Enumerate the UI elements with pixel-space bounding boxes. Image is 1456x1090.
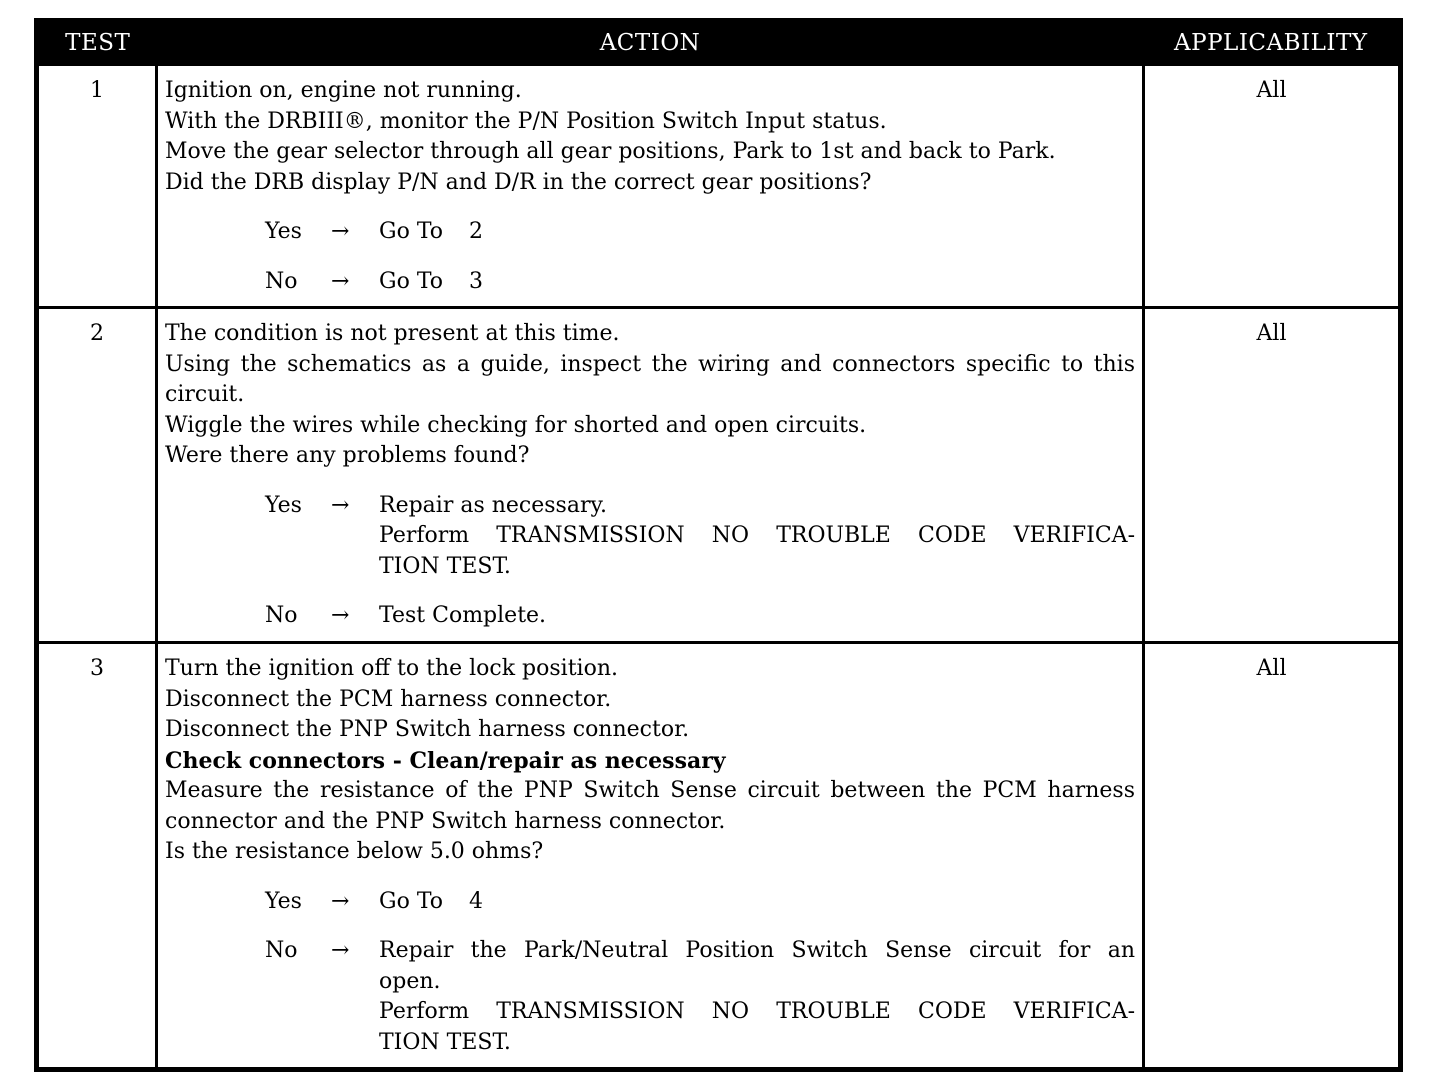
result-outcome [379,491,1135,583]
yes-label: Yes [265,219,302,244]
result-line: open. [379,968,441,994]
action-step: Measure the resistance of the PNP Switch Sense circuit between the PCM harness [165,778,1135,803]
test-number: 1 [37,65,157,308]
result-line: Repair as necessary. [379,492,607,518]
applicability-value: All [1144,643,1401,1070]
action-step: Were there any problems found? [165,443,530,468]
result-yes [265,887,1135,918]
right-arrow-icon: → [331,888,350,914]
right-arrow-icon: → [331,938,350,963]
right-arrow-icon: → [331,603,350,628]
yes-label: Yes [265,888,302,914]
action-step-emphasis: Check connectors - Clean/repair as necessary [165,747,726,774]
result-outcome [379,601,1135,632]
right-arrow-icon: → [331,492,350,518]
action-step: Did the DRB display P/N and D/R in the correct gear positions? [165,169,872,195]
action-step: Using the schematics as a guide, inspect the wiring and connectors specific to this [165,351,1135,377]
goto-label: Go To [379,268,444,294]
goto-test-number: 4 [469,888,484,914]
table-row [37,308,1401,643]
goto-label: Go To [379,219,444,244]
goto-label: Go To [379,888,444,914]
applicability-value: All [1144,65,1401,308]
action-step: The condition is not present at this time. [165,321,620,346]
result-yes [265,217,1135,248]
result-yes [265,491,1135,583]
table-row [37,643,1401,1070]
result-line: Repair the Park/Neutral Position Switch Sense circuit for an [379,938,1135,963]
action-step: With the DRBIII®, monitor the P/N Position Switch Input status. [165,108,887,134]
table-header-row [37,21,1401,65]
result-line: Perform TRANSMISSION NO TROUBLE CODE VERIFICA- [379,523,1135,548]
result-outcome [379,217,1135,248]
result-line: TION TEST. [379,553,511,579]
action-step: circuit. [165,382,245,407]
applicability-value: All [1144,308,1401,643]
test-number: 3 [37,643,157,1070]
no-label: No [265,268,298,294]
yes-label: Yes [265,492,302,518]
diagnostic-test-table [34,18,1403,1072]
action-cell [157,643,1144,1070]
result-no [265,936,1135,1058]
action-cell [157,65,1144,308]
right-arrow-icon: → [331,268,350,294]
result-outcome [379,267,1135,298]
header-test: TEST [37,21,157,65]
header-action: ACTION [157,21,1144,65]
result-line: Test Complete. [379,603,547,628]
result-outcome [379,936,1135,1058]
header-applicability: APPLICABILITY [1144,21,1401,65]
test-number: 2 [37,308,157,643]
goto-test-number: 3 [469,268,484,294]
action-step: Turn the ignition off to the lock position. [165,656,618,681]
action-step: connector and the PNP Switch harness connector. [165,808,726,834]
action-step: Move the gear selector through all gear positions, Park to 1st and back to Park. [165,139,1056,164]
result-no [265,601,1135,632]
action-step: Disconnect the PCM harness connector. [165,686,612,712]
action-step: Disconnect the PNP Switch harness connector. [165,717,690,742]
action-step: Is the resistance below 5.0 ohms? [165,839,544,864]
right-arrow-icon: → [331,219,350,244]
action-cell [157,308,1144,643]
result-outcome [379,887,1135,918]
action-step: Wiggle the wires while checking for shorted and open circuits. [165,412,867,438]
action-step: Ignition on, engine not running. [165,78,522,103]
goto-test-number: 2 [469,219,484,244]
result-line: Perform TRANSMISSION NO TROUBLE CODE VERIFICA- [379,999,1135,1024]
result-no [265,267,1135,298]
result-line: TION TEST. [379,1029,511,1055]
table-row [37,65,1401,308]
no-label: No [265,603,298,628]
no-label: No [265,938,298,963]
